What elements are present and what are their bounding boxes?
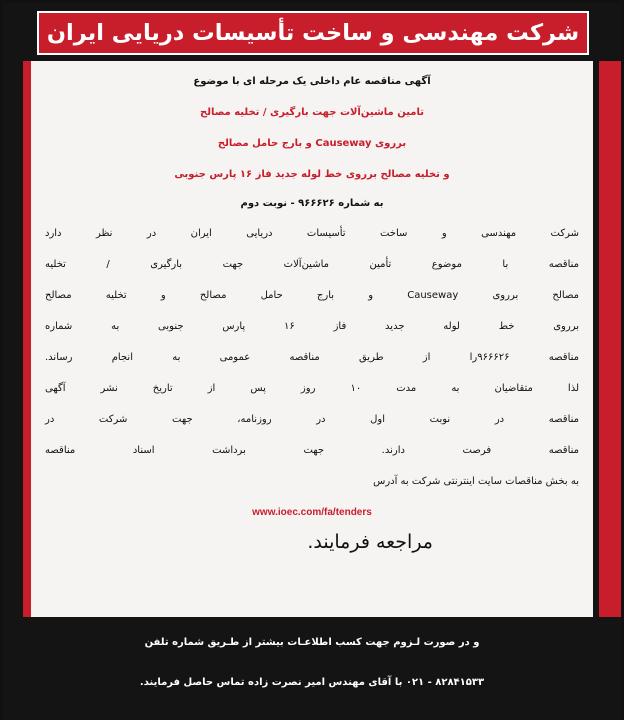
- body-line-9: به بخش مناقصات سایت اینترنتی شرکت به آدرس: [373, 476, 579, 487]
- left-border-bar: [3, 61, 31, 617]
- footer-contact-line-1: و در صورت لـزوم جهت کسب اطلاعـات بیشتر از طـریق شماره تلفن: [144, 637, 480, 648]
- right-border-bar: [589, 61, 621, 617]
- body-line-7: مناقصه در نوبت اول در روزنامه، جهت شرکت در: [45, 414, 579, 425]
- header-band: [3, 3, 621, 61]
- header-title-box: [37, 11, 589, 55]
- body-line-6: لذا متقاضیان به مدت ۱۰ روز پس از تاریخ نشر آگهی: [45, 383, 579, 394]
- body-line-8: مناقصه فرصت دارند. جهت برداشت اسناد مناقصه: [45, 445, 579, 456]
- tender-number: به شماره ۹۶۶۶۲۶ - نوبت دوم: [240, 198, 384, 209]
- topic-line-1: تامین ماشین‌آلات جهت بارگیری / تخلیه مصالح: [199, 107, 424, 118]
- footer-contact-line-2: ۸۲۸۴۱۵۳۳ - ۰۲۱ با آقای مهندس امیر نصرت زاده تماس حاصل فرمایند.: [139, 677, 485, 688]
- refer-text: مراجعه فرمایند.: [307, 531, 433, 553]
- body-line-5: مناقصه ۹۶۶۶۲۶را از طریق مناقصه عمومی به انجام رساند.: [45, 352, 579, 363]
- contact-footer: [3, 617, 621, 720]
- tenders-url-link[interactable]: www.ioec.com/fa/tenders: [252, 507, 372, 518]
- left-red-strip: [23, 61, 31, 617]
- body-line-1: شرکت مهندسی و ساخت تأسیسات دریایی ایران در نظر دارد: [45, 228, 579, 239]
- body-line-2: مناقصه با موضوع تأمین ماشین‌آلات جهت بارگیری / تخلیه: [45, 259, 579, 270]
- company-title: شرکت مهندسی و ساخت تأسیسات دریایی ایران: [46, 20, 580, 46]
- body-line-4: برروی خط لوله جدید فاز ۱۶ پارس جنوبی به شماره: [45, 321, 580, 332]
- topic-line-3: و تخلیه مصالح برروی خط لوله جدید فاز ۱۶ پارس جنوبی: [174, 169, 450, 180]
- body-line-3: مصالح برروی Causeway و بارج حامل مصالح و تخلیه مصالح: [45, 290, 579, 301]
- topic-line-2: برروی Causeway و بارج حامل مصالح: [217, 138, 407, 149]
- announcement-content: [31, 61, 593, 617]
- announcement-subject: آگهی مناقصه عام داخلی یک مرحله ای با موضوع: [193, 76, 431, 87]
